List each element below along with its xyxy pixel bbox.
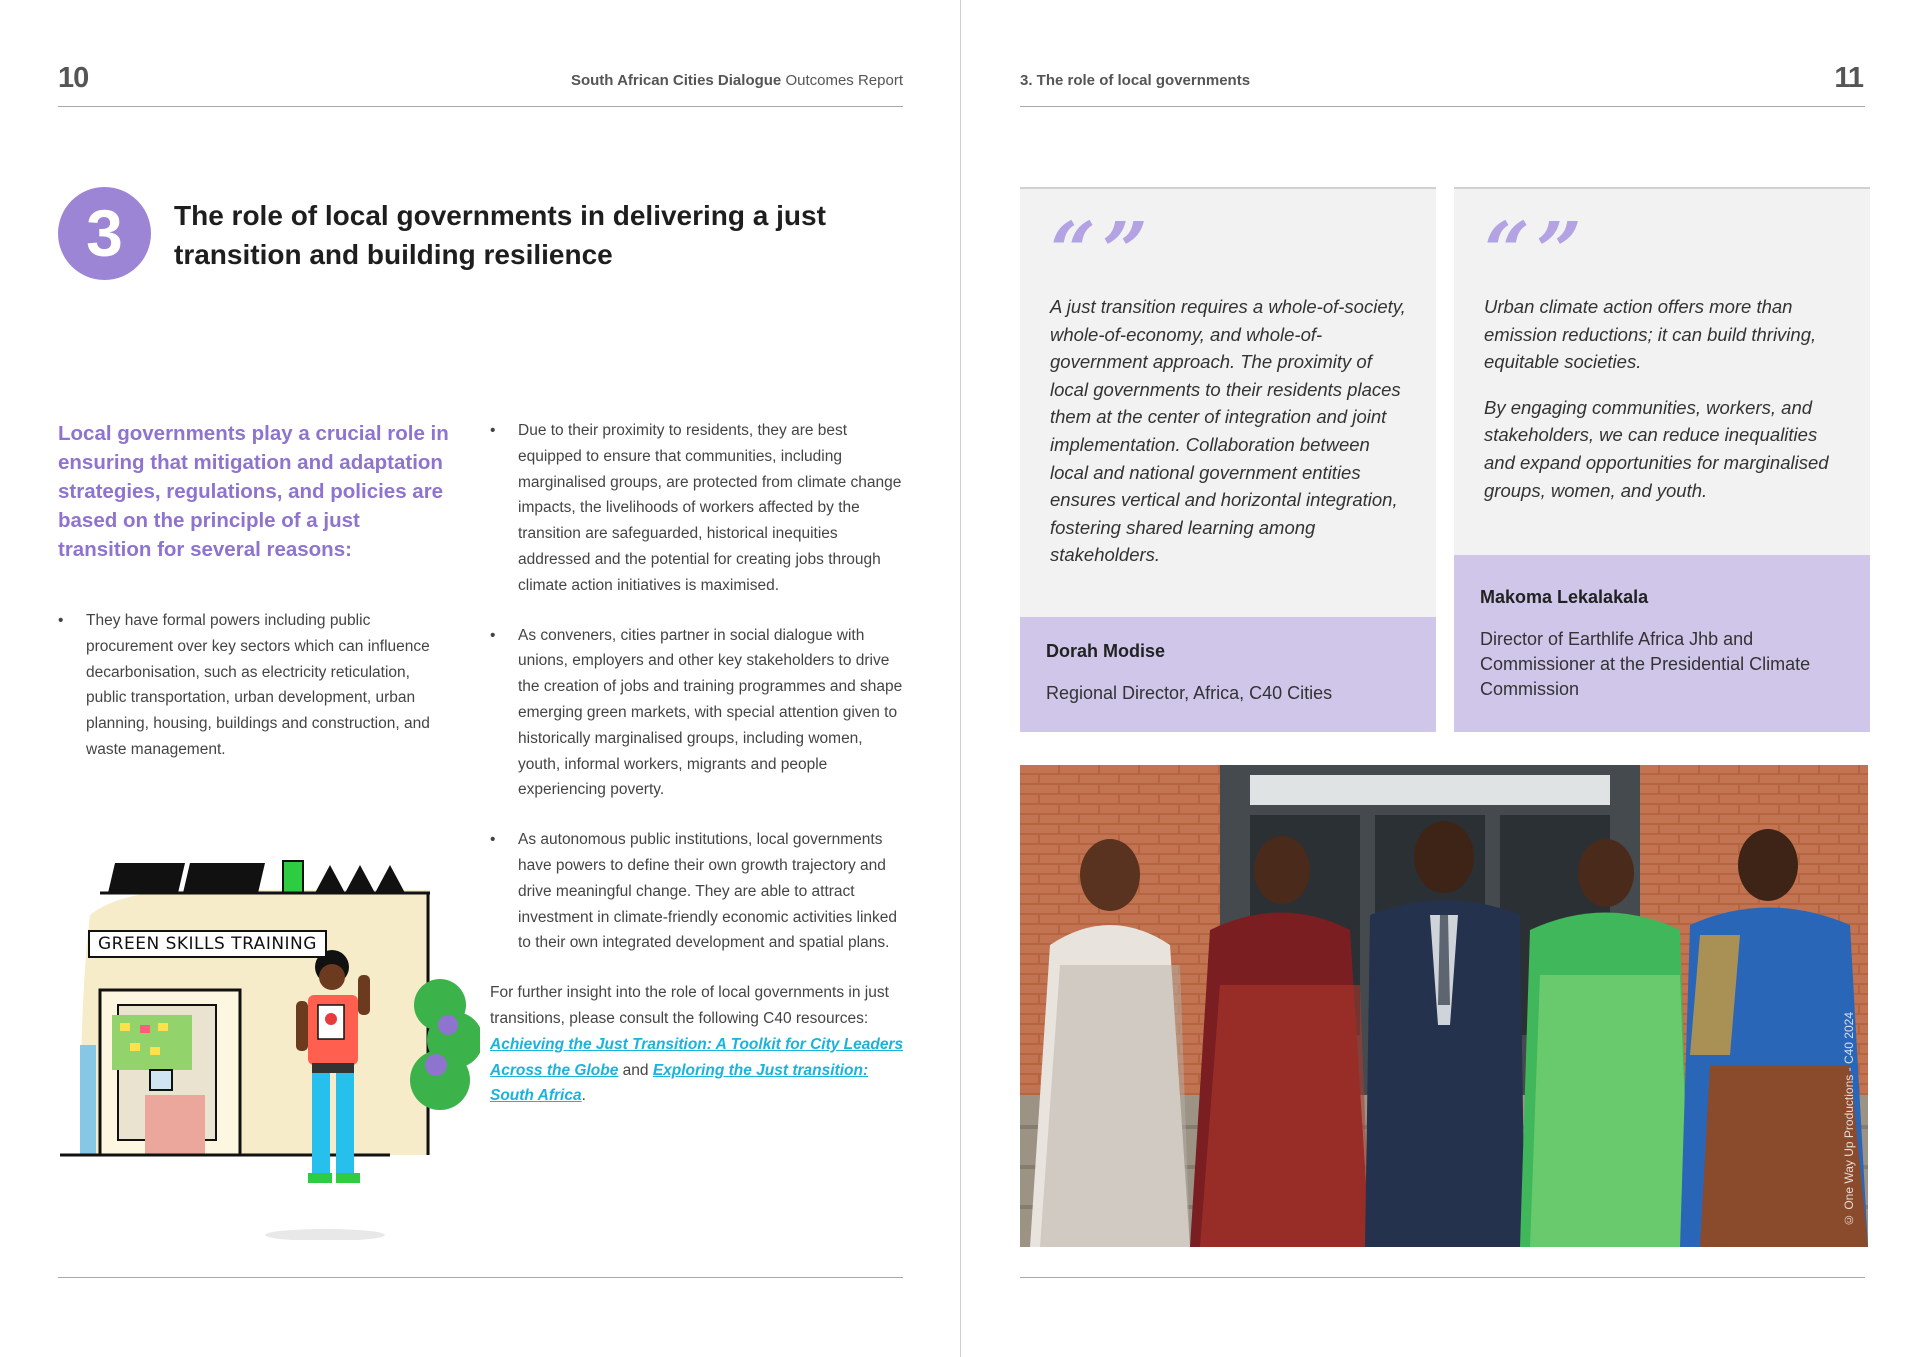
quote-body (1020, 187, 1436, 617)
section-number-badge: 3 (58, 187, 151, 280)
green-skills-illustration (60, 855, 480, 1240)
page-number-left: 10 (58, 62, 89, 94)
running-head-right: 3. The role of local governments (1020, 72, 1251, 89)
quote-mark-icon: “” (1050, 204, 1155, 298)
footer-rule-left (58, 1277, 903, 1278)
further-reading (490, 980, 905, 1109)
quote-author-name: Makoma Lekalakala (1480, 587, 1649, 607)
quote-author-name: Dorah Modise (1046, 641, 1166, 661)
running-head-left (571, 72, 903, 89)
quote-attribution (1454, 555, 1870, 732)
page-divider (960, 0, 961, 1357)
quote-mark-icon: “” (1484, 204, 1589, 298)
quote-card-dorah-modise (1020, 187, 1436, 732)
header-rule-right (1020, 106, 1865, 107)
bullet-item: • As autonomous public institutions, local governments have powers to define their own growth trajectory and drive meaningful change. They are able to attract investment in climate-friendly economic activities linked to their own integrated development and spatial plans. (490, 827, 905, 956)
quote-card-makoma-lekalakala (1454, 187, 1870, 732)
page-number-right: 11 (1834, 62, 1863, 94)
link-toolkit[interactable]: Achieving the Just Transition: A Toolkit for City Leaders Across the Globe (490, 1035, 904, 1079)
lead-paragraph: Local governments play a crucial role in ensuring that mitigation and adaptation strategies, regulations, and policies are based on the principle of a just transition for several reasons: (58, 422, 449, 561)
bullet-item: • Due to their proximity to residents, they are best equipped to ensure that communities, including marginalised groups, are protected from climate change impacts, the livelihoods of workers affected by the transition are safeguarded, historical inequities addressed and the potential for creating jobs through climate action initiatives is maximised. (490, 418, 905, 599)
further-and: and (618, 1061, 653, 1079)
column-1 (58, 608, 453, 787)
training-sign: GREEN SKILLS TRAINING (88, 930, 327, 958)
quote-author-role: Director of Earthlife Africa Jhb and Commissioner at the Presidential Climate Commission (1480, 629, 1811, 699)
link-exploring-just-transition[interactable]: Exploring the Just transition: South Africa (490, 1061, 869, 1105)
quote-author-role: Regional Director, Africa, C40 Cities (1046, 683, 1333, 703)
further-end: . (581, 1087, 586, 1105)
section-heading: The role of local governments in delivering a just transition and building resilience (174, 200, 826, 270)
bullet-item: • They have formal powers including public procurement over key sectors which can influence decarbonisation, such as electricity reticulation, public transportation, urban development, urban planning, housing, buildings and construction, and waste management. (58, 608, 453, 763)
quote-paragraph: Urban climate action offers more than emission reductions; it can build thriving, equitable societies. (1484, 296, 1817, 373)
quote-paragraph: By engaging communities, workers, and stakeholders, we can reduce inequalities and expand opportunities for marginalised groups, women, and youth. (1484, 396, 1829, 501)
running-head-subtitle: Outcomes Report (785, 72, 903, 89)
group-photo-art (1020, 765, 1868, 1247)
footer-rule-right (1020, 1277, 1865, 1278)
bullet-item: • As conveners, cities partner in social dialogue with unions, employers and other key stakeholders to drive the creation of jobs and training programmes and shape emerging green markets, with special attention given to historically marginalised groups, including women, youth, informal workers, migrants and people experiencing poverty. (490, 623, 905, 804)
header-rule-left (58, 106, 903, 107)
quote-attribution (1020, 617, 1436, 732)
photo-credit: © One Way Up Productions - C40 2024 (1842, 1012, 1856, 1227)
quote-text (1050, 293, 1410, 587)
illustration-art (60, 855, 480, 1240)
quote-body (1454, 187, 1870, 555)
further-text: For further insight into the role of local governments in just transitions, please consult the following C40 resources: (490, 984, 889, 1027)
quote-text (1484, 293, 1844, 522)
quote-paragraph: A just transition requires a whole-of-society, whole-of-economy, and whole-of-government approach. The proximity of local governments to their residents places them at the center of integration and joint implementation. Collaboration between local and national government entities ensures vertical and horizontal integration, fostering shared learning among stakeholders. (1050, 296, 1406, 566)
column-2 (490, 418, 905, 1109)
running-head-title: South African Cities Dialogue (570, 72, 782, 89)
group-photo (1020, 765, 1868, 1247)
